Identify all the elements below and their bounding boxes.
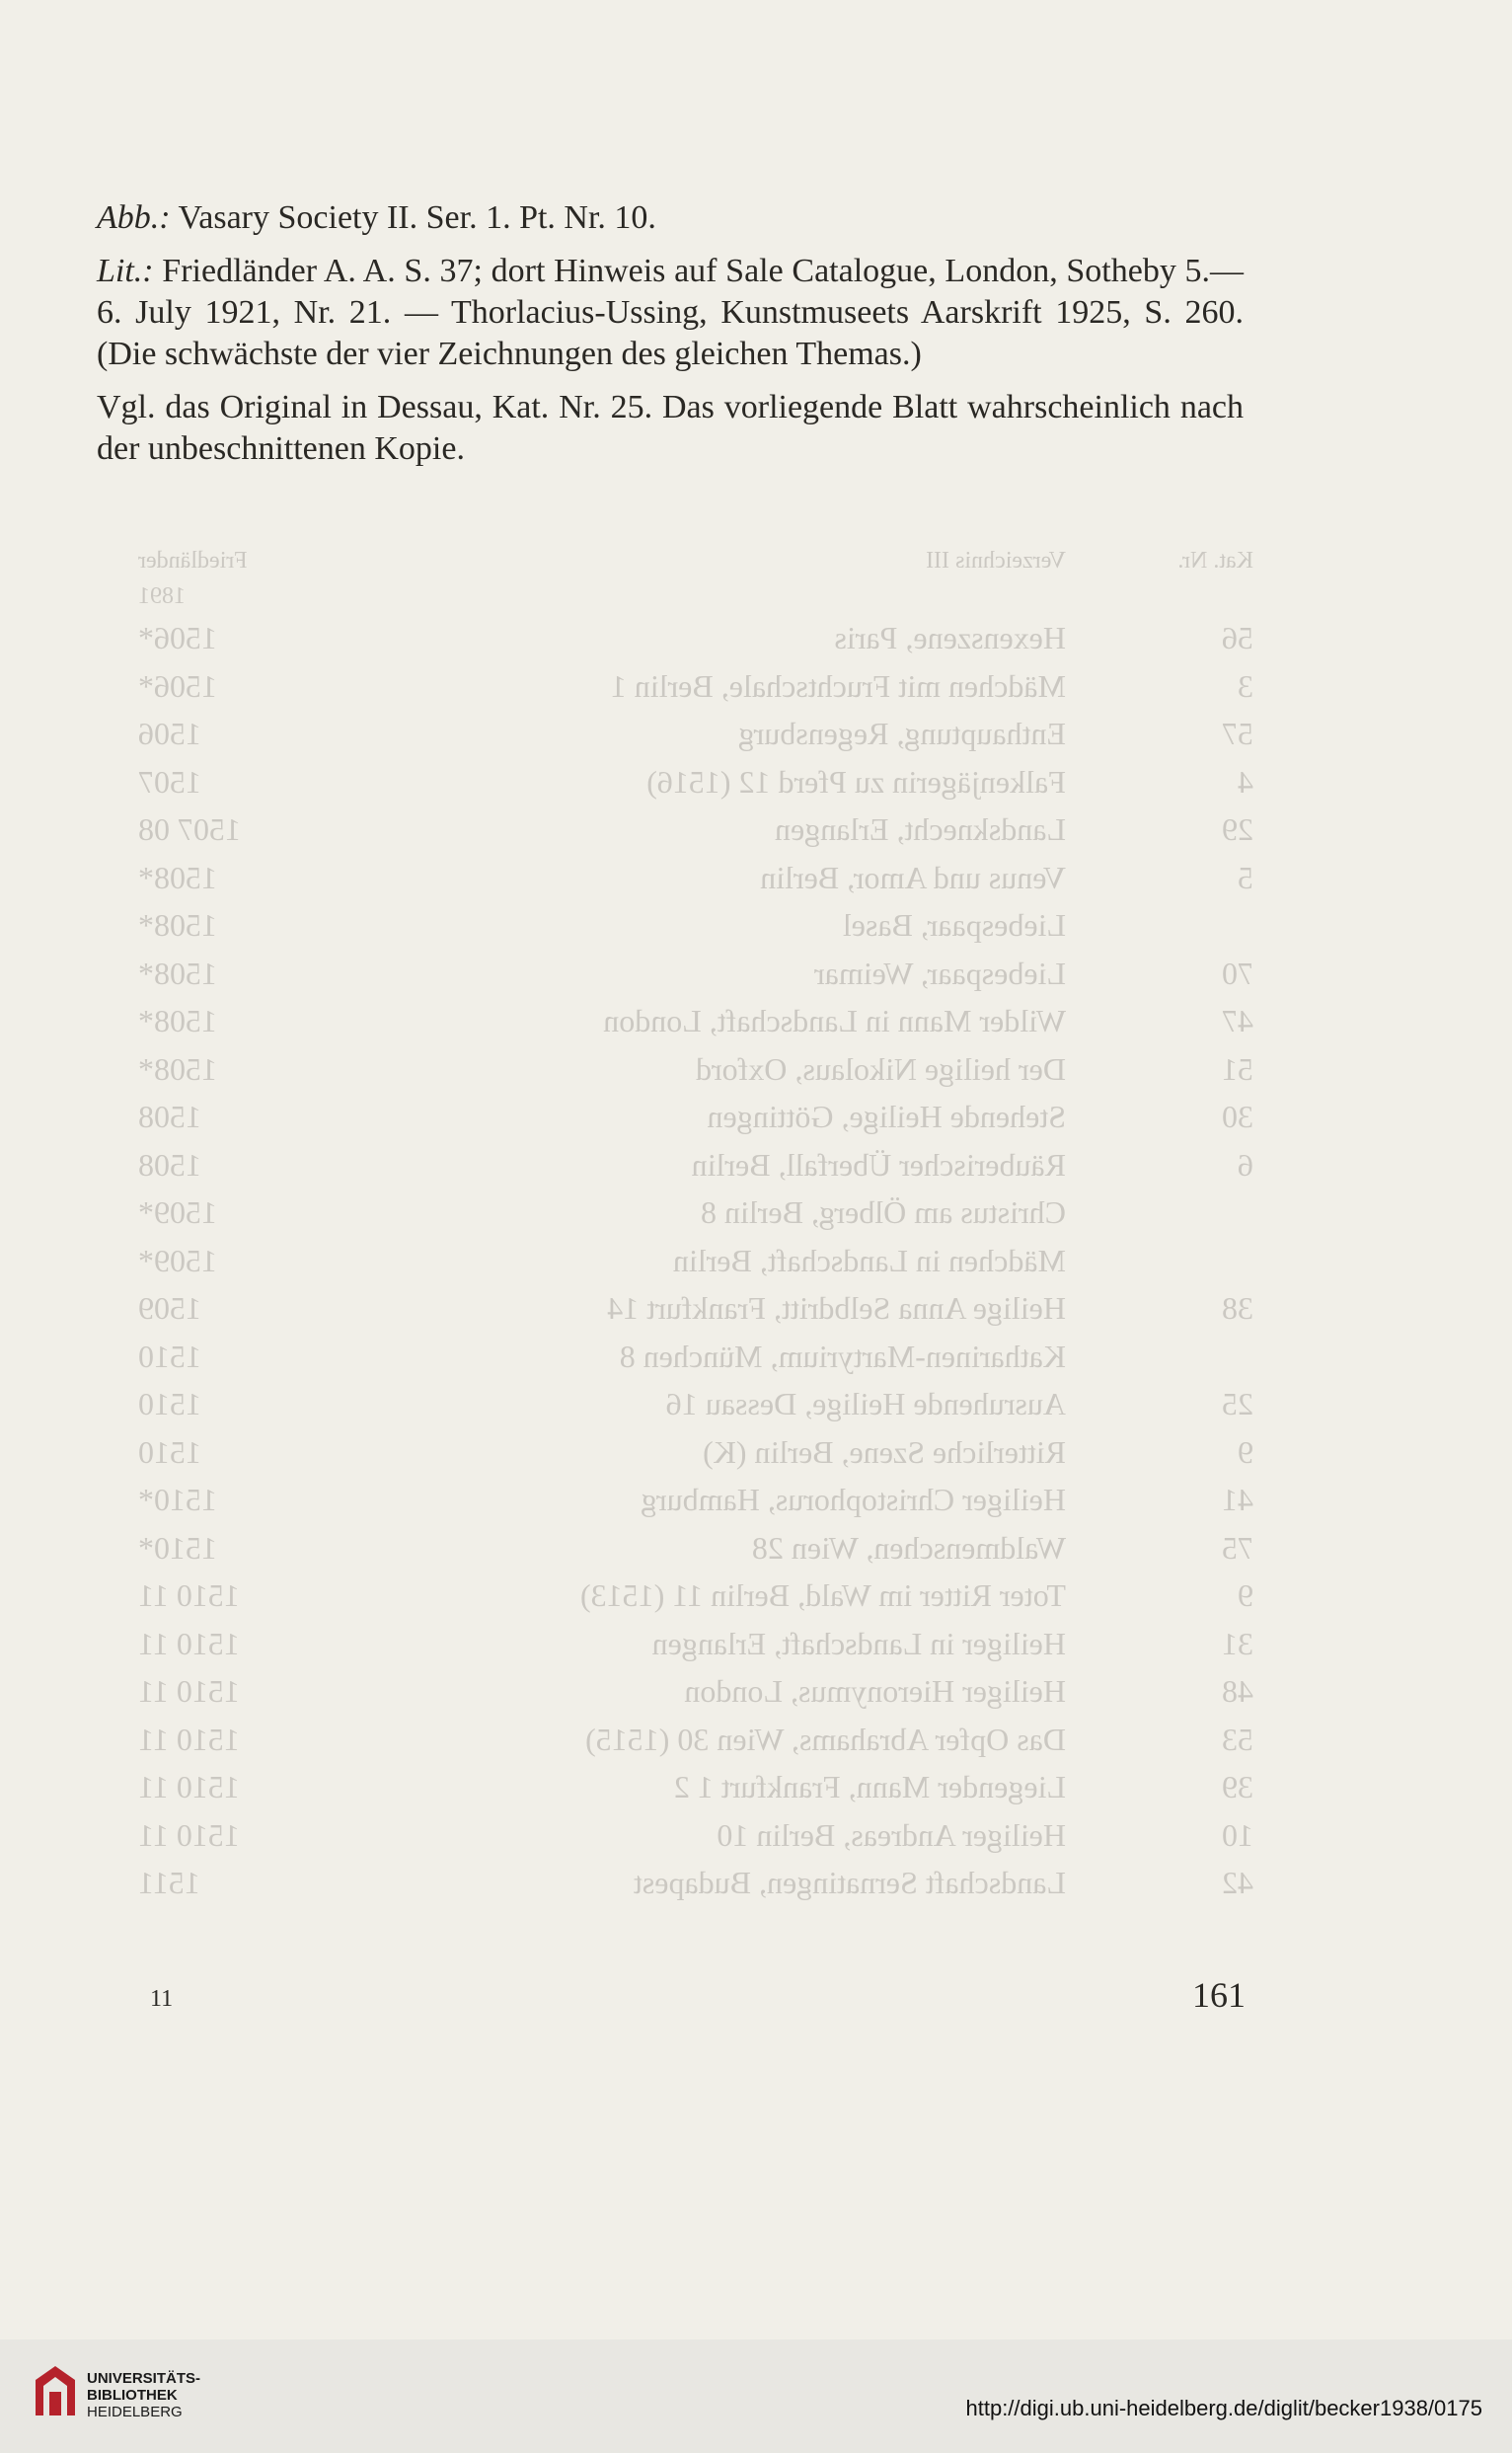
- show-through-title: Falkenjägerin zu Pferd 12 (1516): [646, 763, 1066, 800]
- show-through-rows: [89, 614, 1253, 1907]
- show-through-cat-nr: 47: [1222, 1003, 1253, 1038]
- show-through-head-col2: Verzeichnis III: [926, 548, 1066, 574]
- show-through-title: Katharinen-Martyrium, München 8: [619, 1338, 1066, 1374]
- page-url[interactable]: http://digi.ub.uni-heidelberg.de/diglit/becker1938/0175: [965, 2396, 1482, 2420]
- show-through-head-col1: Kat. Nr.: [1177, 548, 1253, 574]
- show-through-title: Landschaft Sernatingen, Budapest: [633, 1865, 1066, 1900]
- show-through-cat-nr: 42: [1222, 1865, 1253, 1900]
- abb-text: Vasary Society II. Ser. 1. Pt. Nr. 10.: [170, 199, 656, 236]
- show-through-title: Venus und Amor, Berlin: [760, 859, 1066, 895]
- show-through-cat-nr: 3: [1238, 667, 1253, 704]
- show-through-cat-nr: [1066, 1333, 1253, 1381]
- show-through-title: Mädchen mit Fruchtschale, Berlin 1: [610, 667, 1066, 704]
- show-through-year: 1508*: [138, 955, 217, 991]
- show-through-cat-nr: [1066, 901, 1253, 950]
- show-through-title: Ausruhende Heilige, Dessau 16: [665, 1386, 1066, 1421]
- show-through-head-col3: Friedländer 1891: [138, 548, 248, 609]
- show-through-title: Mädchen in Landschaft, Berlin: [672, 1242, 1066, 1278]
- show-through-cat-nr: 70: [1222, 955, 1253, 991]
- show-through-row: [89, 1716, 1253, 1764]
- library-logo[interactable]: [32, 2354, 229, 2433]
- show-through-title: Landsknecht, Erlangen: [775, 811, 1066, 847]
- show-through-year: 1510: [138, 1338, 201, 1374]
- page-footer: [150, 1974, 1246, 2024]
- show-through-cat-nr: 41: [1222, 1482, 1253, 1517]
- show-through-title: Toter Ritter im Wald, Berlin 11 (1513): [580, 1577, 1066, 1613]
- show-through-title: Heiliger Hieronymus, London: [684, 1673, 1066, 1709]
- show-through-row: [89, 1476, 1253, 1524]
- show-through-row: [89, 854, 1253, 902]
- show-through-cat-nr: 39: [1222, 1769, 1253, 1804]
- show-through-row: [89, 1428, 1253, 1477]
- show-through-year: 1510 11: [138, 1625, 240, 1661]
- show-through-year: 1508*: [138, 907, 217, 943]
- show-through-year: 1510 11: [138, 1816, 240, 1853]
- show-through-row: [89, 1571, 1253, 1620]
- show-through-year: 1510 11: [138, 1577, 240, 1613]
- show-through-cat-nr: 25: [1222, 1386, 1253, 1421]
- logo-line1: UNIVERSITÄTS-: [87, 2370, 201, 2387]
- show-through-year: 1510: [138, 1386, 201, 1421]
- show-through-row: [89, 1763, 1253, 1811]
- show-through-title: Der heilige Nikolaus, Oxford: [695, 1050, 1066, 1087]
- abb-label: Abb.:: [97, 199, 171, 236]
- show-through-year: 1510 11: [138, 1721, 240, 1757]
- show-through-row: [89, 1188, 1253, 1237]
- show-through-year: 1508*: [138, 1050, 217, 1087]
- show-through-row: [89, 1811, 1253, 1860]
- page-number: 161: [1192, 1975, 1246, 2015]
- show-through-title: Ritterliche Szene, Berlin (K): [703, 1433, 1066, 1470]
- show-through-year: 1509: [138, 1290, 201, 1326]
- show-through-cat-nr: 53: [1222, 1721, 1253, 1757]
- show-through-cat-nr: 48: [1222, 1673, 1253, 1709]
- vgl-paragraph: Vgl. das Original in Dessau, Kat. Nr. 25. Das vorliegende Blatt wahrscheinlich nach der unbeschnittenen Kopie.: [97, 389, 1244, 467]
- show-through-cat-nr: 6: [1238, 1146, 1253, 1183]
- show-through-header: [89, 543, 1253, 614]
- show-through-year: 1510 11: [138, 1673, 240, 1709]
- show-through-title: Christus am Ölberg, Berlin 8: [700, 1194, 1066, 1230]
- show-through-cat-nr: 5: [1238, 859, 1253, 895]
- show-through-row: [89, 805, 1253, 854]
- show-through-year: 1508*: [138, 859, 217, 895]
- show-through-year: 1509*: [138, 1242, 217, 1278]
- lit-text: Friedländer A. A. S. 37; dort Hinweis auf Sale Catalogue, London, Sotheby 5.—6. July 1921, Nr. 21. — Thorlacius-Ussing, Kunstmuseets Aarskrift 1925, S. 260. (Die schwächste der vier Zeichnungen des gleichen Themas.): [97, 253, 1244, 372]
- show-through-year: 1508: [138, 1146, 201, 1183]
- show-through-row: [89, 1667, 1253, 1716]
- show-through-row: [89, 1859, 1253, 1907]
- show-through-cat-nr: 38: [1222, 1290, 1253, 1326]
- show-through-row: [89, 1141, 1253, 1189]
- show-through-cat-nr: 31: [1222, 1625, 1253, 1661]
- show-through-title: Stehende Heilige, Göttingen: [707, 1099, 1066, 1134]
- show-through-cat-nr: 4: [1238, 763, 1253, 800]
- show-through-row: [89, 950, 1253, 998]
- show-through-row: [89, 1524, 1253, 1572]
- show-through-cat-nr: 51: [1222, 1050, 1253, 1087]
- show-through-year: 1510: [138, 1433, 201, 1470]
- show-through-title: Räuberischer Überfall, Berlin: [691, 1146, 1066, 1183]
- show-through-title: Liebespaar, Basel: [842, 907, 1066, 943]
- show-through-cat-nr: 29: [1222, 811, 1253, 847]
- signature-mark: 11: [150, 1986, 174, 2012]
- show-through-title: Heiliger Andreas, Berlin 10: [717, 1816, 1066, 1853]
- show-through-row: [89, 1333, 1253, 1381]
- show-through-cat-nr: 9: [1238, 1577, 1253, 1613]
- show-through-year: 1509*: [138, 1194, 217, 1230]
- show-through-cat-nr: 75: [1222, 1529, 1253, 1566]
- library-logo-icon: [32, 2362, 79, 2419]
- show-through-cat-nr: 10: [1222, 1816, 1253, 1853]
- show-through-year: 1510*: [138, 1482, 217, 1517]
- show-through-year: 1510 11: [138, 1769, 240, 1804]
- show-through-year: 1506*: [138, 620, 217, 655]
- lit-paragraph: [97, 251, 1244, 375]
- logo-line2: BIBLIOTHEK: [87, 2387, 178, 2404]
- show-through-title: Heilige Anna Selbdritt, Frankfurt 14: [607, 1290, 1066, 1326]
- show-through-row: [89, 614, 1253, 662]
- library-logo-text: [87, 2370, 200, 2420]
- show-through-row: [89, 901, 1253, 950]
- show-through-title: Liebespaar, Weimar: [814, 955, 1066, 991]
- show-through-year: 1511: [138, 1865, 200, 1900]
- show-through-cat-nr: 56: [1222, 620, 1253, 655]
- show-through-text: [89, 543, 1253, 1925]
- show-through-row: [89, 662, 1253, 711]
- show-through-year: 1508*: [138, 1003, 217, 1038]
- show-through-cat-nr: [1066, 1237, 1253, 1285]
- show-through-row: [89, 758, 1253, 806]
- lit-label: Lit.:: [97, 253, 154, 289]
- show-through-title: Hexenszene, Paris: [834, 620, 1066, 655]
- show-through-cat-nr: 57: [1222, 716, 1253, 751]
- show-through-row: [89, 1620, 1253, 1668]
- show-through-year: 1508: [138, 1099, 201, 1134]
- show-through-title: Enthauptung, Regensburg: [738, 716, 1066, 751]
- show-through-year: 1506*: [138, 667, 217, 704]
- show-through-row: [89, 1237, 1253, 1285]
- show-through-row: [89, 710, 1253, 758]
- show-through-cat-nr: 9: [1238, 1433, 1253, 1470]
- show-through-cat-nr: 30: [1222, 1099, 1253, 1134]
- show-through-row: [89, 1284, 1253, 1333]
- show-through-row: [89, 997, 1253, 1045]
- show-through-title: Liegender Mann, Frankfurt 1 2: [673, 1769, 1066, 1804]
- show-through-year: 1507: [138, 763, 201, 800]
- show-through-title: Das Opfer Abrahams, Wien 30 (1515): [585, 1721, 1066, 1757]
- show-through-title: Waldmenschen, Wien 28: [751, 1529, 1066, 1566]
- abb-paragraph: [97, 197, 1244, 239]
- show-through-title: Heiliger Christophorus, Hamburg: [641, 1482, 1066, 1517]
- show-through-cat-nr: [1066, 1188, 1253, 1237]
- show-through-year: 1510*: [138, 1529, 217, 1566]
- show-through-title: Wilder Mann in Landschaft, London: [603, 1003, 1066, 1038]
- show-through-row: [89, 1380, 1253, 1428]
- show-through-row: [89, 1045, 1253, 1094]
- show-through-row: [89, 1093, 1253, 1141]
- show-through-title: Heiliger in Landschaft, Erlangen: [651, 1625, 1066, 1661]
- main-text: [97, 197, 1244, 482]
- show-through-year: 1507 08: [138, 811, 241, 847]
- show-through-year: 1506: [138, 716, 201, 751]
- logo-line3: HEIDELBERG: [87, 2404, 183, 2420]
